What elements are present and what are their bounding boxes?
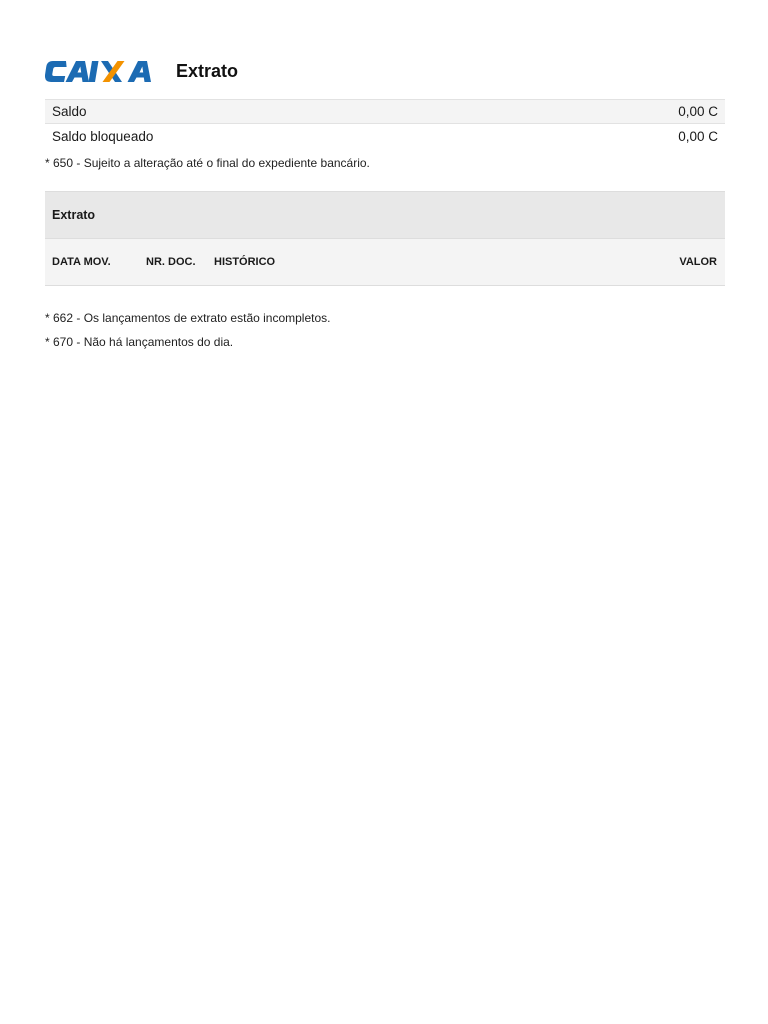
page-title: Extrato [176,61,239,81]
page-header [45,56,238,86]
statement-column-headers [45,239,725,285]
balance-label: Saldo bloqueado [52,128,154,144]
column-header-history: HISTÓRICO [214,256,276,268]
note-670: * 670 - Não há lançamentos do dia. [45,335,234,349]
note-662: * 662 - Os lançamentos de extrato estão incompletos. [45,311,331,325]
statement-title: Extrato [45,192,725,239]
caixa-logo [45,56,165,86]
note-650: * 650 - Sujeito a alteração até o final do expediente bancário. [45,156,370,170]
balance-row-blocked [45,124,725,148]
balance-row-saldo [45,100,725,124]
column-header-date: DATA MOV. [52,256,111,268]
balance-table [45,99,725,148]
balance-value: 0,00 C [678,104,718,119]
balance-label: Saldo [52,104,87,119]
balance-value: 0,00 C [678,128,718,144]
column-header-doc-number: NR. DOC. [146,256,196,268]
statement-table [45,191,725,286]
column-header-value: VALOR [679,256,717,268]
